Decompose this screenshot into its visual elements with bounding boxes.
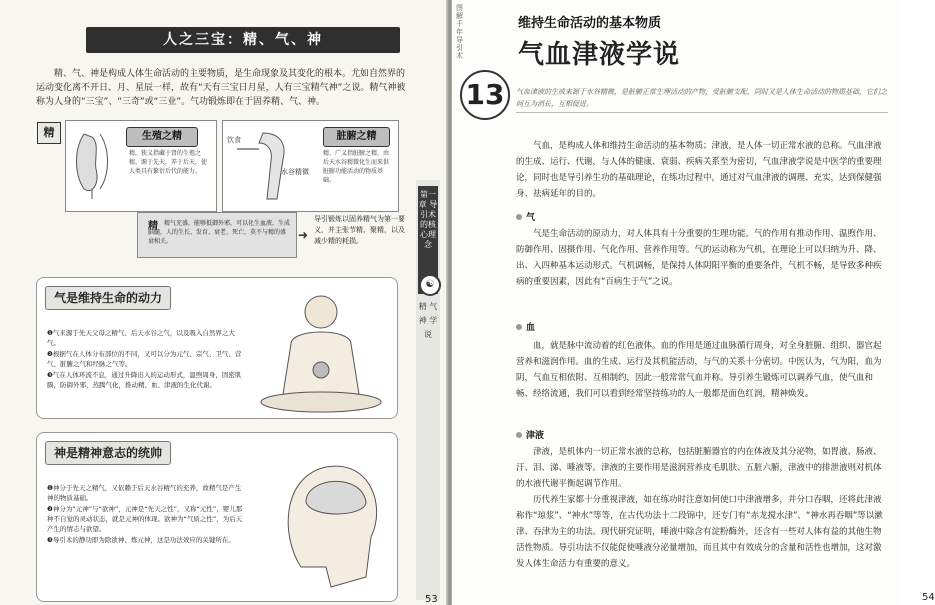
- organ-essence-box: [222, 120, 399, 212]
- page-number: 54: [922, 592, 935, 603]
- section-tab: 精 气 神 学 说: [418, 302, 438, 339]
- list-item: ❸导引术的静功即为除欲神、炼元神，这是功法效应的关键所在。: [47, 536, 235, 544]
- body-paragraph: 气是生命活动的原动力，对人体具有十分重要的生理功能。气的作用有推动作用、温煦作用、防御作用、固摄作用、气化作用、营养作用等。气的运动称为气机，在理论上可以归纳为升、降、出、入四种基本运动形式。气机调畅，是保持人体阴阳平衡的重要条件，气机不畅，是导致多种疾病的重要因素，因此有“百病生于气”之说。: [516, 229, 882, 287]
- nutrient-label: 水谷精微: [281, 168, 309, 176]
- section-list: [47, 328, 247, 391]
- jing-tag: 精: [37, 122, 61, 144]
- head-brain-illustration: [271, 447, 391, 597]
- summary-text: 精气充盛，能够抵御外邪，可以化生血液，生成脑髓，人的生长、发育、衰老、死亡，莫不与精的盛衰相关。: [148, 220, 291, 245]
- divider: [516, 112, 888, 113]
- subheading-xue: 血: [516, 320, 535, 333]
- page-title: 人之三宝：精、气、神: [86, 27, 400, 53]
- book-title-vertical: 图解千年导引术: [456, 4, 463, 60]
- food-label: 饮食: [227, 136, 241, 144]
- result-text: 导引锻炼以固养精气为第一要义，并主张节精、聚精，以及减少精的耗损。: [314, 215, 405, 245]
- section-title: 气血津液学说: [518, 40, 681, 70]
- summary-label: 精: [148, 221, 158, 232]
- meditating-monk-illustration: [251, 284, 391, 414]
- bullet-icon: [516, 432, 522, 438]
- kidney-illustration: [74, 129, 110, 199]
- section-title: 神是精神意志的统帅: [45, 441, 171, 465]
- shen-section: [36, 432, 398, 602]
- bullet-icon: [516, 324, 522, 330]
- box-text: 精，广义指脏腑之精，由后天水谷精微化生而来供脏腑功能活动的物质基础。: [323, 150, 390, 184]
- list-item: ❷根据气在人体分布部位的不同，又可以分为元气、宗气、卫气、营气、脏腑之气和经脉之气等。: [47, 350, 242, 368]
- subheading-qi: 气: [516, 210, 535, 223]
- section-list: [47, 483, 247, 546]
- body-paragraph: 气血，是构成人体和维持生命活动的基本物质；津液，是人体一切正常水液的总称。气血津液的生成、运行、代谢，与人体的健康、衰弱、疾病关系至为密切，气血津液学说是中医学的重要理论，同时也是导引养生功的基础理论，在练功过程中，通过对气血津液的调理、充实，达到保健强身、祛病延年的目的。: [516, 141, 882, 199]
- list-item: ❶神分于先天之精气，又依赖于后天水谷精气的充养，故精气是产生神的物质基础。: [47, 484, 242, 502]
- box-text: 精，狭义指藏于肾的生殖之精，源于先天，养于后天，使人类具有繁衍后代的能力。: [129, 150, 208, 175]
- lead-text: 气血津液的生成来源于水谷精微，是脏腑正常生理活动的产物，受脏腑支配，同时又是人体生命活动的物质基础，它们之间互为消长，互相促进。: [516, 88, 887, 108]
- arrow-right-icon: ➜: [298, 228, 309, 242]
- subheading-jinye: 津液: [516, 428, 544, 441]
- list-item: ❸气在人体环流不息，通过升降出入的运动形式，温煦周身，固密肌腠，防御外邪，蒸腾气化，推动精、血、津液的生化代谢。: [47, 371, 242, 389]
- section-subtitle: 维持生命活动的基本物质: [518, 16, 662, 31]
- section-title: 气是维持生命的动力: [45, 286, 171, 310]
- list-item: ❶气来源于先天父母之精气、后天水谷之气，以及吸入自然界之大气。: [47, 329, 235, 347]
- reproductive-essence-box: [65, 120, 217, 212]
- left-page: [0, 0, 448, 605]
- essence-summary-box: [137, 212, 297, 258]
- right-page: [452, 0, 935, 605]
- bullet-icon: [516, 214, 522, 220]
- box-title: 生殖之精: [126, 127, 198, 147]
- chapter-tab: 第一章 导引术的核心理念: [418, 186, 438, 294]
- page-number: 53: [425, 594, 438, 605]
- body-paragraph: 血，就是脉中流动着的红色液体。血的作用是通过血脉循行周身，对全身脏腑、组织、器官起营养和滋润作用。血的生成、运行及其机能活动，与气的关系十分密切。中医认为，气为阳，血为阴，气血互相依附、互相制约，因此一般常常气血并称。导引养生锻炼可以调养气血，使气血和畅、经络流通，我们可以看到经常坚持练功的人一般都是面色红润，精神焕发。: [516, 341, 882, 399]
- body-paragraph: 津液，是机体内一切正常水液的总称，包括脏腑器官的内在体液及其分泌物，如胃液、肠液、汗、泪、涕、唾液等。津液的主要作用是滋润营养皮毛肌肤、五脏六腑，津液中的排泄液则对机体的水液代谢平衡起调节作用。 历代养生家都十分重视津液，如在练功时注意如何使口中津液增多，并分口吞咽，还将此津液称作“琼浆”、“神水”等等，在古代功法十二段锦中，还专门有“赤龙搅水津”、“神水再吞咽”等以漱津、吞津为主的功法。现代研究证明，唾液中除含有淀粉酶外，还含有一些对人体有益的其他生物活性物质。导引功法不仅能促使唾液分泌量增加，而且其中有效成分的含量和活性也增加，这对激发人体生命活力有重要的意义。: [516, 447, 883, 569]
- chapter-number-badge: 13: [460, 70, 510, 120]
- box-title: 脏腑之精: [323, 127, 390, 147]
- qi-section: [36, 277, 398, 419]
- intro-paragraph: 精、气、神是构成人体生命活动的主要物质，是生命现象及其变化的根本。尤如自然界的运动变化离不开日、月、星辰一样，故有“天有三宝日月星，人有三宝精气神”之说。精气神被称为人身的“三宝”、“三奇”或“三业”。气功锻炼即在于固养精、气、神。: [36, 69, 406, 107]
- yin-yang-icon: ☯: [419, 274, 441, 296]
- list-item: ❷神分为“元神”与“欲神”，元神是“先天之性”，又称“元性”，婴儿那种不自觉的灵动状态，就是元神的体现。欲神为“气质之性”，为后天产生的情志与欲望。: [47, 505, 243, 533]
